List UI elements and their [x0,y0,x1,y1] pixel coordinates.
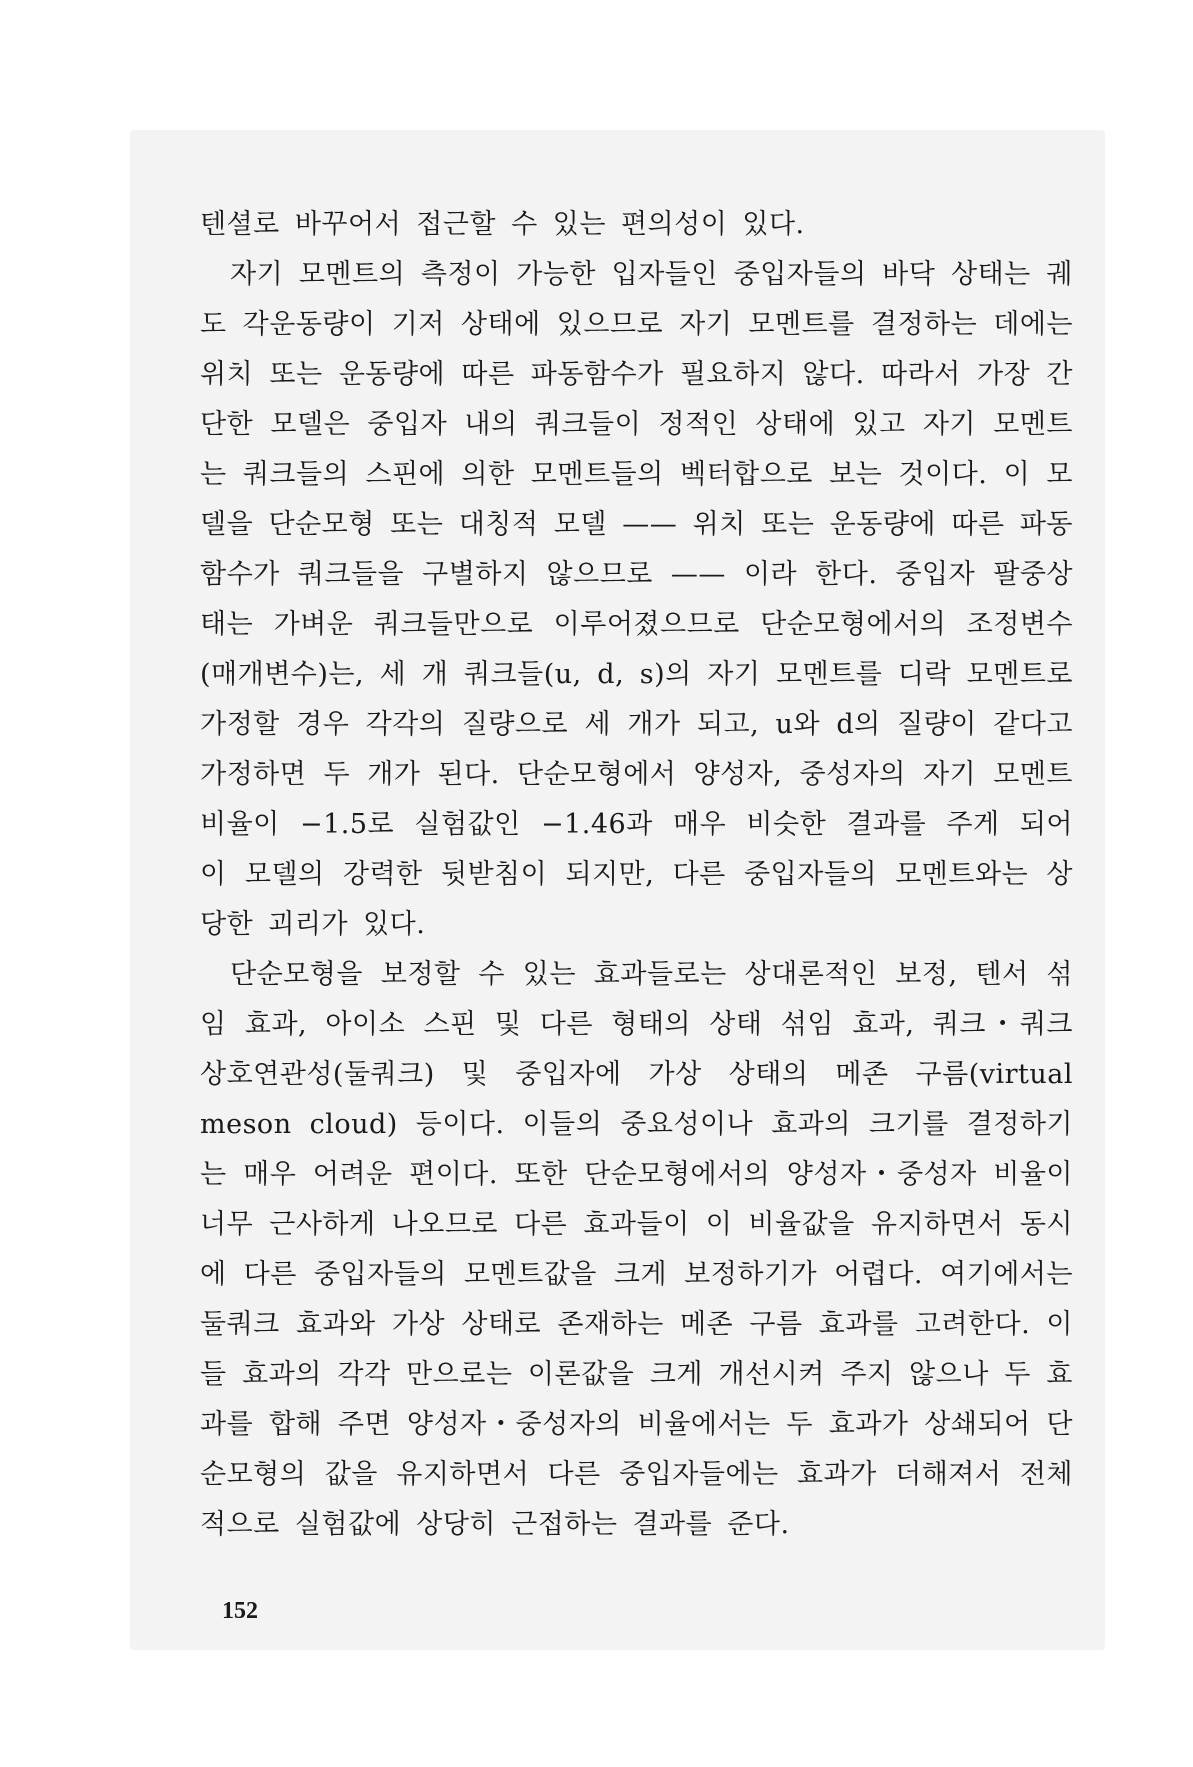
paragraph-continuation: 텐셜로 바꾸어서 접근할 수 있는 편의성이 있다. [200,209,805,240]
page-number: 152 [222,1598,258,1624]
paragraph-magnetic-moment: 자기 모멘트의 측정이 가능한 입자들인 중입자들의 바닥 상태는 궤도 각운동량이 기저 상태에 있으므로 자기 모멘트를 결정하는 데에는 위치 또는 운동량에 따른 파동함수가 필요하지 않다. 따라서 가장 간단한 모델은 중입자 내의 쿼크들이 정적인 상태에 있고 자기 모멘트는 쿼크들의 스핀에 의한 모멘트들의 벡터합으로 보는 것이다. 이 모델을 단순모형 또는 대칭적 모델 —— 위치 또는 운동량에 따른 파동함수가 쿼크들을 구별하지 않으므로 —— 이라 한다. 중입자 팔중상태는 가벼운 쿼크들만으로 이루어졌으므로 단순모형에서의 조정변수(매개변수)는, 세 개 쿼크들(u, d, s)의 자기 모멘트를 디락 모멘트로 가정할 경우 각각의 질량으로 세 개가 되고, u와 d의 질량이 같다고 가정하면 두 개가 된다. 단순모형에서 양성자, 중성자의 자기 모멘트 비율이 −1.5로 실험값인 −1.46과 매우 비슷한 결과를 주게 되어 이 모델의 강력한 뒷받침이 되지만, 다른 중입자들의 모멘트와는 상당한 괴리가 있다. [200,259,1073,940]
page-body [200,200,1073,1550]
paragraph-corrections: 단순모형을 보정할 수 있는 효과들로는 상대론적인 보정, 텐서 섞임 효과, 아이소 스핀 및 다른 형태의 상태 섞임 효과, 쿼크・쿼크 상호연관성(둘쿼크) 및 중입자에 가상 상태의 메존 구름(virtual meson cloud) 등이다. 이들의 중요성이나 효과의 크기를 결정하기는 매우 어려운 편이다. 또한 단순모형에서의 양성자・중성자 비율이 너무 근사하게 나오므로 다른 효과들이 이 비율값을 유지하면서 동시에 다른 중입자들의 모멘트값을 크게 보정하기가 어렵다. 여기에서는 둘쿼크 효과와 가상 상태로 존재하는 메존 구름 효과를 고려한다. 이들 효과의 각각 만으로는 이론값을 크게 개선시켜 주지 않으나 두 효과를 합해 주면 양성자・중성자의 비율에서는 두 효과가 상쇄되어 단순모형의 값을 유지하면서 다른 중입자들에는 효과가 더해져서 전체적으로 실험값에 상당히 근접하는 결과를 준다. [200,959,1073,1540]
